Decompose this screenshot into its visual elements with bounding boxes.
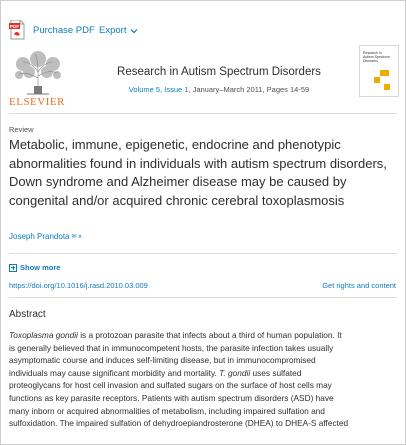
cover-title-text: Research in Autism Spectrum Disorders <box>363 51 390 63</box>
abstract-line: many inborn or acquired abnormalities of metabolism, including impaired sulfation and <box>9 405 325 416</box>
purchase-pdf-label: Purchase PDF <box>33 24 95 36</box>
journal-title-link[interactable]: Research in Autism Spectrum Disorders <box>117 66 321 78</box>
article-toolbar <box>9 18 399 48</box>
author-email-icon[interactable]: ✉ ⅹ <box>71 234 82 240</box>
doi-link[interactable]: https://doi.org/10.1016/j.rasd.2010.03.009 <box>9 281 148 290</box>
purchase-pdf-button[interactable] <box>9 20 95 40</box>
article-type-label: Review <box>9 125 34 134</box>
export-button[interactable] <box>99 25 138 36</box>
chevron-down-icon <box>130 27 138 35</box>
abstract-line: Toxoplasma gondii is a protozoan parasite that infects about a third of human population. It <box>9 330 342 340</box>
abstract-line: functions as key parasite receptors. Patients with autism spectrum disorders (ASD) have <box>9 392 334 403</box>
abstract-line: sulfoxidation. The impaired sulfation of dehydroepiandrosterone (DHEA) to DHEA-S affected <box>9 418 349 429</box>
pdf-file-icon <box>9 20 25 40</box>
abstract-line: proteoglycans for host cell invasion and sulfated sugars on the surface of host cells may <box>9 380 332 391</box>
article-title: Metabolic, immune, epigenetic, endocrine and phenotypic abnormalities found in individuals with autism spectrum disorders, Down syndrome and Alzheimer disease may be caused by congenital and/or acquired chronic cerebral toxoplasmosis <box>9 137 387 208</box>
abstract-line: asymptomatic course and induces self-limiting disease, but in immunocompromised <box>9 355 316 366</box>
journal-issue-info <box>69 85 369 94</box>
elsevier-wordmark: ELSEVIER <box>9 96 65 108</box>
volume-issue-link[interactable]: Volume 5, Issue 1 <box>128 85 189 94</box>
export-label: Export <box>99 25 127 36</box>
plus-box-icon <box>9 264 17 272</box>
author-link[interactable]: Joseph Prandota <box>9 232 70 241</box>
header-divider <box>9 113 397 114</box>
abstract-line: individuals may cause significant morbidity and mortality. T. gondii uses sulfated <box>9 367 302 378</box>
show-more-button[interactable] <box>9 263 60 272</box>
abstract-body <box>9 329 399 430</box>
show-more-label: Show more <box>20 263 61 272</box>
rights-content-link[interactable]: Get rights and content <box>322 281 396 290</box>
journal-cover-thumbnail[interactable] <box>359 45 399 97</box>
author-divider <box>9 253 397 254</box>
abstract-line: is generally believed that in immunocompetent hosts, the parasite infection takes usually <box>9 342 334 353</box>
journal-header <box>9 50 399 110</box>
abstract-divider <box>9 297 397 298</box>
pdf-badge-text: PDF <box>9 23 20 29</box>
issue-date-pages: , January–March 2011, Pages 14-59 <box>188 85 310 94</box>
author-list <box>9 232 82 241</box>
abstract-heading: Abstract <box>9 309 46 320</box>
